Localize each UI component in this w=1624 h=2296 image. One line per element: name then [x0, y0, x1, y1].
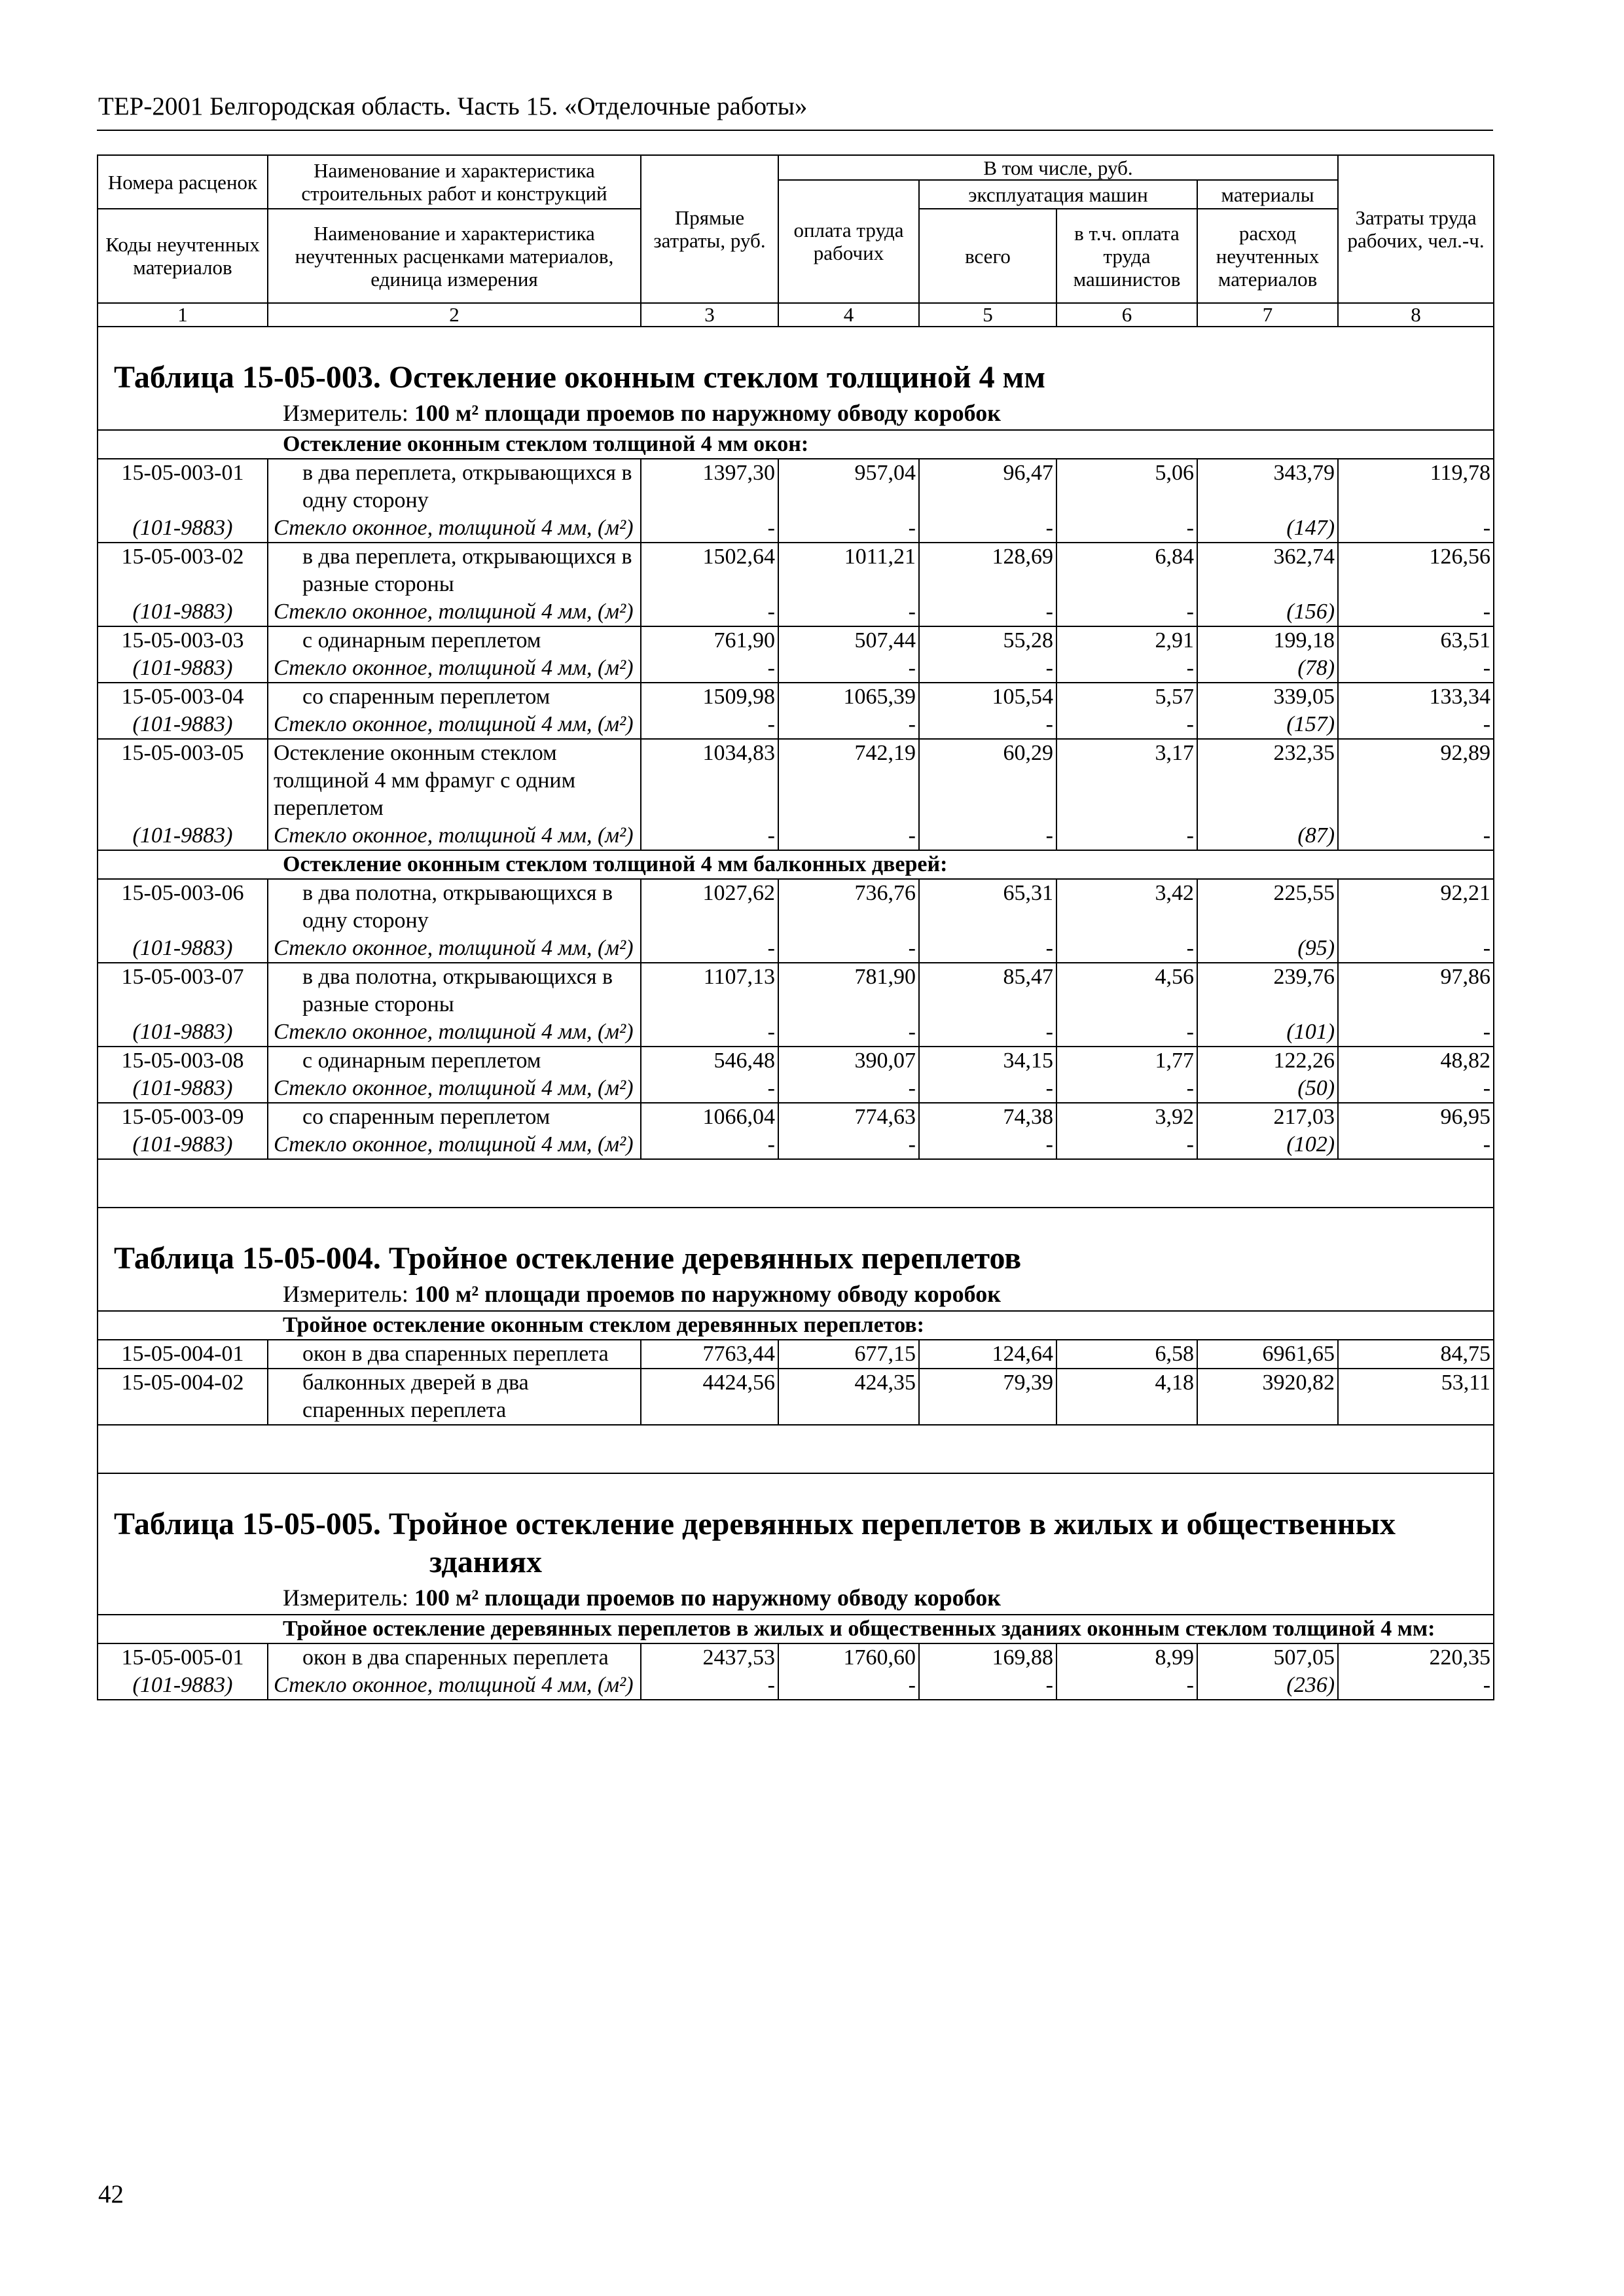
table-title-cell: [98, 327, 1494, 397]
table-row: [98, 1208, 1494, 1278]
material-name: Стекло оконное, толщиной 4 мм, (м²): [268, 1075, 641, 1103]
rate-code: 15-05-003-02: [98, 543, 268, 598]
machines-head: эксплуатация машин: [919, 180, 1197, 209]
rate-name: балконных дверей в два спаренных переплета: [302, 1371, 529, 1422]
material-quantity: (156): [1197, 598, 1338, 626]
dash-cell: -: [778, 1075, 919, 1103]
value-cell: 2,91: [1056, 626, 1197, 655]
dash-cell: -: [778, 655, 919, 683]
value-cell: 48,82: [1338, 1047, 1494, 1075]
col-3-head: Прямые затраты, руб.: [641, 155, 778, 303]
table-row: [98, 655, 1494, 683]
table-row: [98, 963, 1494, 1018]
table-row: [98, 459, 1494, 514]
section-heading: Тройное остекление деревянных переплетов в жилых и общественных зданиях оконным стеклом толщиной 4 мм:: [98, 1615, 1494, 1643]
col-num: 1: [98, 303, 268, 327]
value-cell: 1,77: [1056, 1047, 1197, 1075]
dash-cell: -: [1338, 1131, 1494, 1159]
measure-label: Измеритель:: [283, 1281, 414, 1307]
table-gap: [98, 1159, 1494, 1208]
dash-cell: -: [1056, 711, 1197, 739]
dash-cell: -: [1338, 935, 1494, 963]
col-1-bottom: Коды неучтенных материалов: [98, 209, 268, 303]
value-cell: 507,44: [778, 626, 919, 655]
col-8-head: Затраты труда рабочих, чел.-ч.: [1338, 155, 1494, 303]
rate-name: в два переплета, открывающихся в разные стороны: [302, 545, 632, 596]
rate-code: 15-05-003-06: [98, 879, 268, 935]
value-cell: 6961,65: [1197, 1340, 1338, 1369]
value-cell: 3,17: [1056, 739, 1197, 822]
rate-name: в два переплета, открывающихся в одну сторону: [302, 461, 632, 512]
dash-cell: -: [1338, 1018, 1494, 1047]
material-name: Стекло оконное, толщиной 4 мм, (м²): [268, 1018, 641, 1047]
table-row: [98, 850, 1494, 879]
rate-description: [268, 626, 641, 655]
value-cell: 199,18: [1197, 626, 1338, 655]
rate-code: 15-05-003-04: [98, 683, 268, 711]
value-cell: 1065,39: [778, 683, 919, 711]
value-cell: 85,47: [919, 963, 1056, 1018]
table-title-cell: [98, 1208, 1494, 1278]
rate-description: [268, 879, 641, 935]
value-cell: 74,38: [919, 1103, 1056, 1131]
value-cell: 339,05: [1197, 683, 1338, 711]
table-row: [98, 879, 1494, 935]
value-cell: 53,11: [1338, 1369, 1494, 1425]
value-cell: 124,64: [919, 1340, 1056, 1369]
material-quantity: (95): [1197, 935, 1338, 963]
value-cell: 92,89: [1338, 739, 1494, 822]
table-title: [114, 1505, 1477, 1581]
value-cell: 774,63: [778, 1103, 919, 1131]
page-header: ТЕР-2001 Белгородская область. Часть 15. «Отделочные работы»: [98, 92, 808, 120]
dash-cell: -: [778, 711, 919, 739]
dash-cell: -: [1056, 822, 1197, 850]
dash-cell: -: [778, 514, 919, 543]
col-2-bottom: Наименование и характеристика неучтенных расценками материалов, единица измерения: [268, 209, 641, 303]
table-row: [98, 1131, 1494, 1159]
col-num: 8: [1338, 303, 1494, 327]
section-heading: Остекление оконным стеклом толщиной 4 мм окон:: [98, 430, 1494, 459]
table-row: [98, 514, 1494, 543]
table-row: [98, 1615, 1494, 1643]
dash-cell: -: [641, 935, 778, 963]
value-cell: 8,99: [1056, 1643, 1197, 1672]
dash-cell: -: [919, 711, 1056, 739]
dash-cell: -: [1338, 514, 1494, 543]
material-name: Стекло оконное, толщиной 4 мм, (м²): [268, 1131, 641, 1159]
table-row: [98, 1581, 1494, 1615]
rate-name: Остекление оконным стеклом толщиной 4 мм фрамуг с одним переплетом: [274, 741, 576, 820]
dash-cell: -: [778, 598, 919, 626]
value-cell: 390,07: [778, 1047, 919, 1075]
measure-label: Измеритель:: [283, 400, 414, 426]
value-cell: 239,76: [1197, 963, 1338, 1018]
rate-name: в два полотна, открывающихся в разные стороны: [302, 965, 613, 1016]
value-cell: 79,39: [919, 1369, 1056, 1425]
table-row: [98, 1311, 1494, 1340]
rate-code: 15-05-003-09: [98, 1103, 268, 1131]
material-code: (101-9883): [98, 935, 268, 963]
material-quantity: (157): [1197, 711, 1338, 739]
dash-cell: -: [641, 598, 778, 626]
rate-code: 15-05-003-03: [98, 626, 268, 655]
rate-description: [268, 683, 641, 711]
table-title-text: Таблица 15-05-005. Тройное остекление деревянных переплетов в жилых и общественных: [114, 1507, 1396, 1541]
table-title-text: Таблица 15-05-004. Тройное остекление деревянных переплетов: [114, 1241, 1022, 1276]
dash-cell: -: [1056, 655, 1197, 683]
col-7-head: расход неучтенных материалов: [1197, 209, 1338, 303]
rate-description: [268, 459, 641, 514]
measure-line: [98, 1581, 1494, 1615]
dash-cell: -: [919, 1075, 1056, 1103]
materials-head: материалы: [1197, 180, 1338, 209]
rate-description: [268, 1103, 641, 1131]
value-cell: 96,47: [919, 459, 1056, 514]
rate-description: [268, 1340, 641, 1369]
material-code: (101-9883): [98, 655, 268, 683]
value-cell: 1509,98: [641, 683, 778, 711]
value-cell: 742,19: [778, 739, 919, 822]
dash-cell: -: [1056, 1672, 1197, 1700]
value-cell: 343,79: [1197, 459, 1338, 514]
material-name: Стекло оконное, толщиной 4 мм, (м²): [268, 711, 641, 739]
material-name: Стекло оконное, толщиной 4 мм, (м²): [268, 598, 641, 626]
value-cell: 65,31: [919, 879, 1056, 935]
dash-cell: -: [641, 1018, 778, 1047]
value-cell: 34,15: [919, 1047, 1056, 1075]
material-quantity: (102): [1197, 1131, 1338, 1159]
table-title: [114, 1240, 1477, 1278]
col-num: 7: [1197, 303, 1338, 327]
material-name: Стекло оконное, толщиной 4 мм, (м²): [268, 514, 641, 543]
measure-line: [98, 397, 1494, 430]
table-row: [98, 1340, 1494, 1369]
rate-name: окон в два спаренных переплета: [302, 1645, 609, 1670]
value-cell: 133,34: [1338, 683, 1494, 711]
col-5-head: всего: [919, 209, 1056, 303]
dash-cell: -: [1056, 1018, 1197, 1047]
table-title: [114, 359, 1477, 397]
dash-cell: -: [1056, 514, 1197, 543]
dash-cell: -: [641, 711, 778, 739]
table-row: [98, 626, 1494, 655]
value-cell: 1027,62: [641, 879, 778, 935]
value-cell: 169,88: [919, 1643, 1056, 1672]
value-cell: 4,18: [1056, 1369, 1197, 1425]
table-row: [98, 1018, 1494, 1047]
dash-cell: -: [919, 1672, 1056, 1700]
dash-cell: -: [778, 935, 919, 963]
price-table: [97, 154, 1494, 1700]
table-row: [98, 1159, 1494, 1208]
table-row: [98, 1369, 1494, 1425]
section-heading: Остекление оконным стеклом толщиной 4 мм балконных дверей:: [98, 850, 1494, 879]
value-cell: 6,58: [1056, 1340, 1197, 1369]
material-quantity: (78): [1197, 655, 1338, 683]
col-num: 3: [641, 303, 778, 327]
col-1-top: Номера расценок: [98, 155, 268, 209]
material-quantity: (50): [1197, 1075, 1338, 1103]
table-row: [98, 327, 1494, 397]
material-code: (101-9883): [98, 514, 268, 543]
table-row: [98, 822, 1494, 850]
material-quantity: (101): [1197, 1018, 1338, 1047]
dash-cell: -: [919, 935, 1056, 963]
table-row: [98, 598, 1494, 626]
page-number: 42: [98, 2180, 124, 2208]
material-code: (101-9883): [98, 1672, 268, 1700]
value-cell: 225,55: [1197, 879, 1338, 935]
dash-cell: -: [778, 1672, 919, 1700]
value-cell: 1034,83: [641, 739, 778, 822]
material-code: (101-9883): [98, 598, 268, 626]
value-cell: 546,48: [641, 1047, 778, 1075]
value-cell: 1760,60: [778, 1643, 919, 1672]
table-row: [98, 1473, 1494, 1581]
dash-cell: -: [778, 822, 919, 850]
dash-cell: -: [1056, 935, 1197, 963]
material-quantity: (147): [1197, 514, 1338, 543]
measure-line: [98, 1278, 1494, 1311]
rate-code: 15-05-004-02: [98, 1369, 268, 1425]
dash-cell: -: [919, 598, 1056, 626]
value-cell: 105,54: [919, 683, 1056, 711]
material-quantity: (236): [1197, 1672, 1338, 1700]
col-6-head: в т.ч. оплата труда машинистов: [1056, 209, 1197, 303]
value-cell: 2437,53: [641, 1643, 778, 1672]
rate-name: с одинарным переплетом: [302, 628, 541, 653]
table-row: [98, 1425, 1494, 1473]
table-row: [98, 430, 1494, 459]
value-cell: 84,75: [1338, 1340, 1494, 1369]
rate-code: 15-05-005-01: [98, 1643, 268, 1672]
table-row: [98, 711, 1494, 739]
value-cell: 761,90: [641, 626, 778, 655]
table-title-cell: [98, 1473, 1494, 1581]
value-cell: 5,06: [1056, 459, 1197, 514]
value-cell: 55,28: [919, 626, 1056, 655]
dash-cell: -: [1056, 1131, 1197, 1159]
table-row: [98, 935, 1494, 963]
rate-code: 15-05-003-05: [98, 739, 268, 822]
material-name: Стекло оконное, толщиной 4 мм, (м²): [268, 935, 641, 963]
dash-cell: -: [1056, 598, 1197, 626]
dash-cell: -: [919, 1131, 1056, 1159]
header-rule: [97, 130, 1493, 131]
table-row: [98, 1672, 1494, 1700]
measure-value: 100 м² площади проемов по наружному обводу коробок: [414, 1281, 1001, 1307]
value-cell: 1502,64: [641, 543, 778, 598]
dash-cell: -: [919, 1018, 1056, 1047]
dash-cell: -: [778, 1131, 919, 1159]
table-row: [98, 683, 1494, 711]
dash-cell: -: [1056, 1075, 1197, 1103]
table-row: [98, 543, 1494, 598]
measure-value: 100 м² площади проемов по наружному обводу коробок: [414, 400, 1001, 426]
dash-cell: -: [641, 514, 778, 543]
table-row: [98, 1278, 1494, 1311]
value-cell: 781,90: [778, 963, 919, 1018]
value-cell: 957,04: [778, 459, 919, 514]
rate-name: со спаренным переплетом: [302, 685, 550, 709]
material-quantity: (87): [1197, 822, 1338, 850]
value-cell: 3,42: [1056, 879, 1197, 935]
value-cell: 6,84: [1056, 543, 1197, 598]
value-cell: 119,78: [1338, 459, 1494, 514]
value-cell: 507,05: [1197, 1643, 1338, 1672]
dash-cell: -: [919, 655, 1056, 683]
rate-name: со спаренным переплетом: [302, 1105, 550, 1129]
table-gap: [98, 1425, 1494, 1473]
dash-cell: -: [1338, 1672, 1494, 1700]
value-cell: 126,56: [1338, 543, 1494, 598]
material-code: (101-9883): [98, 1075, 268, 1103]
rate-description: [268, 1047, 641, 1075]
value-cell: 60,29: [919, 739, 1056, 822]
material-code: (101-9883): [98, 711, 268, 739]
table-row: [98, 1075, 1494, 1103]
value-cell: 232,35: [1197, 739, 1338, 822]
dash-cell: -: [1338, 655, 1494, 683]
value-cell: 1011,21: [778, 543, 919, 598]
rate-code: 15-05-003-07: [98, 963, 268, 1018]
dash-cell: -: [1338, 1075, 1494, 1103]
rate-description: [268, 739, 641, 822]
dash-cell: -: [1338, 822, 1494, 850]
rate-description: [268, 543, 641, 598]
rate-name: с одинарным переплетом: [302, 1049, 541, 1073]
col-4-head: оплата труда рабочих: [778, 180, 919, 303]
value-cell: 5,57: [1056, 683, 1197, 711]
dash-cell: -: [1338, 711, 1494, 739]
value-cell: 63,51: [1338, 626, 1494, 655]
col-num: 6: [1056, 303, 1197, 327]
value-cell: 1397,30: [641, 459, 778, 514]
value-cell: 220,35: [1338, 1643, 1494, 1672]
rate-description: [268, 963, 641, 1018]
table-row: [98, 739, 1494, 822]
value-cell: 96,95: [1338, 1103, 1494, 1131]
value-cell: 677,15: [778, 1340, 919, 1369]
measure-label: Измеритель:: [283, 1585, 414, 1611]
value-cell: 4424,56: [641, 1369, 778, 1425]
dash-cell: -: [919, 822, 1056, 850]
value-cell: 1107,13: [641, 963, 778, 1018]
table-row: [98, 1047, 1494, 1075]
dash-cell: -: [641, 822, 778, 850]
material-code: (101-9883): [98, 822, 268, 850]
rate-code: 15-05-003-08: [98, 1047, 268, 1075]
rate-name: в два полотна, открывающихся в одну сторону: [302, 881, 613, 933]
col-num: 2: [268, 303, 641, 327]
table-row: [98, 1103, 1494, 1131]
dash-cell: -: [641, 655, 778, 683]
value-cell: 4,56: [1056, 963, 1197, 1018]
dash-cell: -: [1338, 598, 1494, 626]
dash-cell: -: [641, 1075, 778, 1103]
dash-cell: -: [778, 1018, 919, 1047]
rate-description: [268, 1643, 641, 1672]
table-row: [98, 397, 1494, 430]
dash-cell: -: [641, 1131, 778, 1159]
material-code: (101-9883): [98, 1131, 268, 1159]
table-title-text: зданиях: [429, 1545, 542, 1579]
value-cell: 362,74: [1197, 543, 1338, 598]
rate-name: окон в два спаренных переплета: [302, 1342, 609, 1366]
table-title-text: Таблица 15-05-003. Остекление оконным стеклом толщиной 4 мм: [114, 360, 1046, 395]
value-cell: 7763,44: [641, 1340, 778, 1369]
value-cell: 736,76: [778, 879, 919, 935]
measure-value: 100 м² площади проемов по наружному обводу коробок: [414, 1585, 1001, 1611]
group-head: В том числе, руб.: [778, 155, 1338, 180]
value-cell: 424,35: [778, 1369, 919, 1425]
rate-code: 15-05-003-01: [98, 459, 268, 514]
table-body: [98, 327, 1494, 1700]
value-cell: 122,26: [1197, 1047, 1338, 1075]
rate-description: [268, 1369, 641, 1425]
value-cell: 217,03: [1197, 1103, 1338, 1131]
dash-cell: -: [919, 514, 1056, 543]
section-heading: Тройное остекление оконным стеклом деревянных переплетов:: [98, 1311, 1494, 1340]
material-code: (101-9883): [98, 1018, 268, 1047]
dash-cell: -: [641, 1672, 778, 1700]
material-name: Стекло оконное, толщиной 4 мм, (м²): [268, 655, 641, 683]
value-cell: 3920,82: [1197, 1369, 1338, 1425]
col-2-top: Наименование и характеристика строительных работ и конструкций: [268, 155, 641, 209]
col-num: 4: [778, 303, 919, 327]
material-name: Стекло оконное, толщиной 4 мм, (м²): [268, 822, 641, 850]
value-cell: 3,92: [1056, 1103, 1197, 1131]
table-row: [98, 1643, 1494, 1672]
value-cell: 128,69: [919, 543, 1056, 598]
value-cell: 97,86: [1338, 963, 1494, 1018]
col-num: 5: [919, 303, 1056, 327]
rate-code: 15-05-004-01: [98, 1340, 268, 1369]
value-cell: 92,21: [1338, 879, 1494, 935]
value-cell: 1066,04: [641, 1103, 778, 1131]
material-name: Стекло оконное, толщиной 4 мм, (м²): [268, 1672, 641, 1700]
